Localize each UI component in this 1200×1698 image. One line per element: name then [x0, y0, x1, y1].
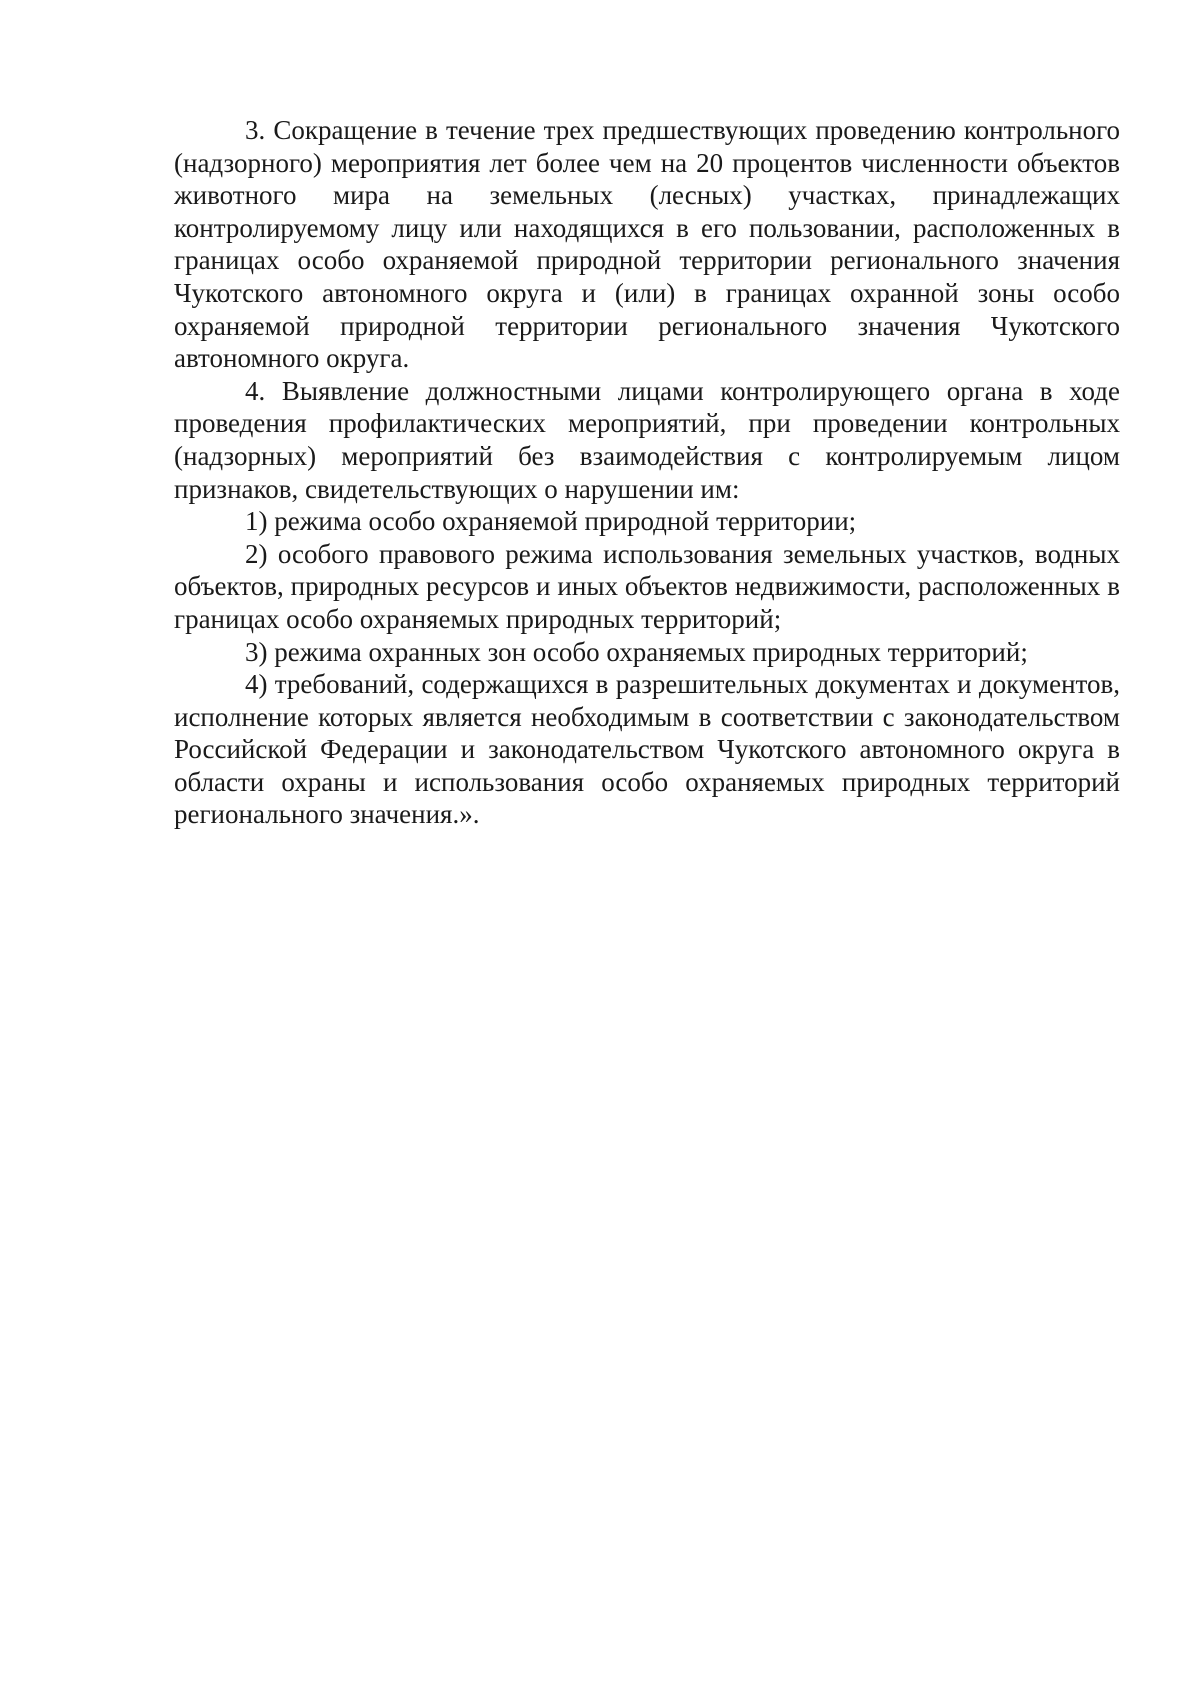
list-item-2: 2) особого правового режима использования земельных участков, водных объектов, природных ресурсов и иных объектов недвижимости, расположенных в границах особо охраняемых природных территорий;: [174, 538, 1120, 634]
document-body: [174, 114, 1120, 831]
paragraph-criterion-4: 4. Выявление должностными лицами контролирующего органа в ходе проведения профилактических мероприятий, при проведении контрольных (надзорных) мероприятий без взаимодействия с контролируемым лицом признаков, свидетельствующих о нарушении им:: [174, 375, 1120, 504]
list-item-4: 4) требований, содержащихся в разрешительных документах и документов, исполнение которых является необходимым в соответствии с законодательством Российской Федерации и законодательством Чукотского автономного округа в области охраны и использования особо охраняемых природных территорий регионального значения.».: [174, 669, 1120, 830]
list-item-1: 1) режима особо охраняемой природной территории;: [245, 506, 857, 537]
list-item-3: 3) режима охранных зон особо охраняемых природных территорий;: [245, 636, 1028, 667]
paragraph-criterion-3: 3. Сокращение в течение трех предшествующих проведению контрольного (надзорного) мероприятия лет более чем на 20 процентов численности объектов животного мира на земельных (лесных) участках, принадлежащих контролируемому лицу или находящихся в его пользовании, расположенных в границах особо охраняемой природной территории регионального значения Чукотского автономного округа и (или) в границах охранной зоны особо охраняемой природной территории регионального значения Чукотского автономного округа.: [174, 115, 1120, 374]
